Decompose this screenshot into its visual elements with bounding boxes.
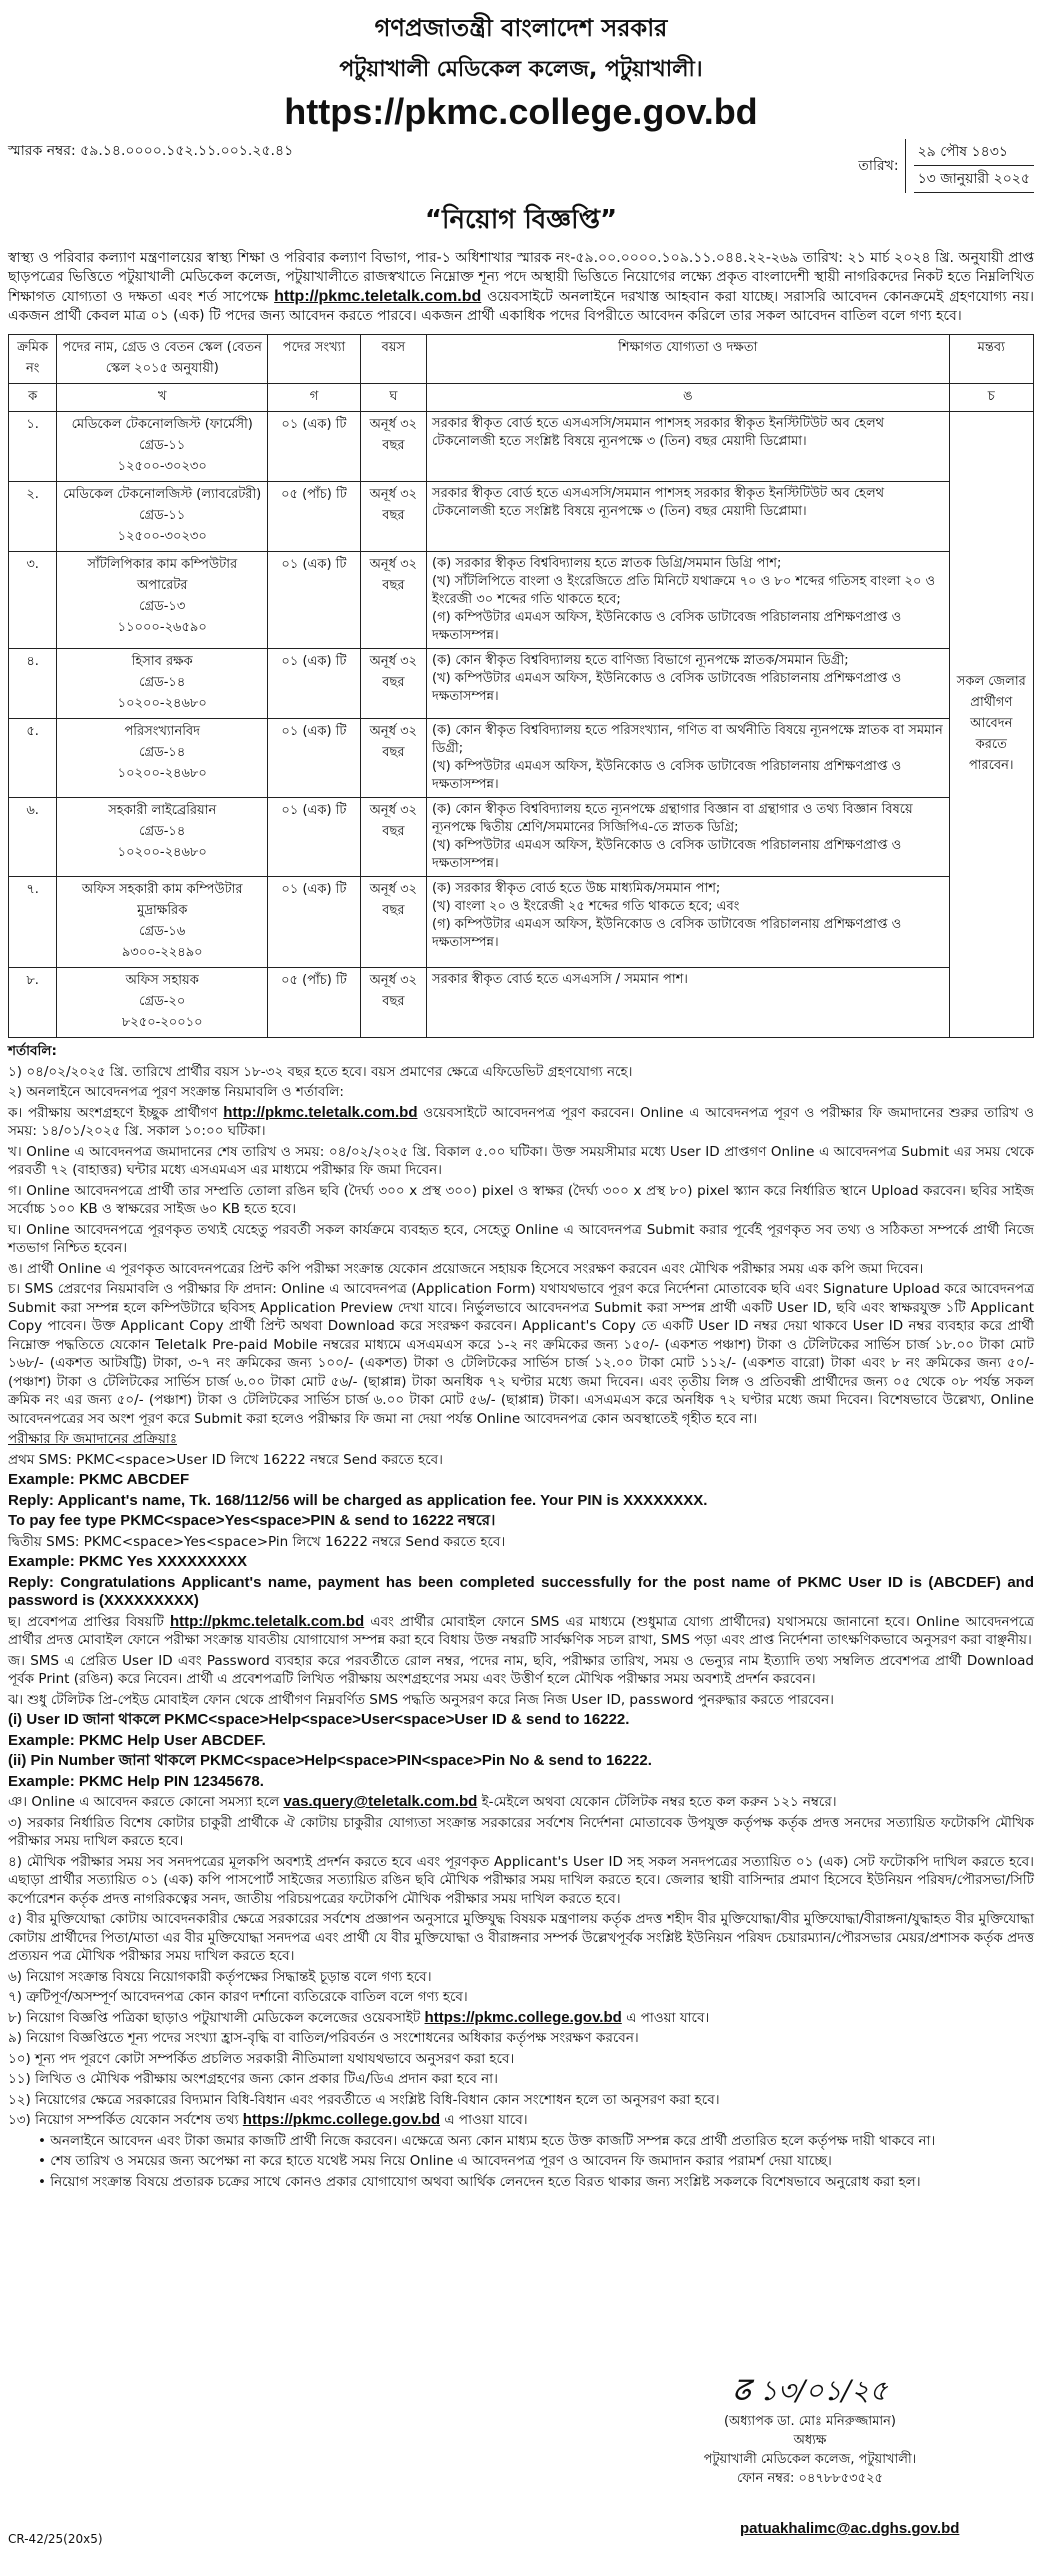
condition-2a — [8, 1104, 1034, 1141]
serial-cell: ২. — [9, 482, 57, 552]
signatory-designation: অধ্যক্ষ — [793, 2433, 827, 2448]
post-post: মেডিকেল টেকনোলজিস্ট (ফার্মেসী) — [71, 417, 253, 432]
condition-2j-text-2: ই-মেইলে অথবা যেকোন টেলিটক নম্বর হতে কল করুন ১২১ নম্বরে। — [481, 1794, 837, 1810]
qualification-cell — [427, 552, 950, 649]
post-cell — [57, 482, 268, 552]
condition-2b: খ। Online এ আবেদনপত্র জমাদানের শেষ তারিখ ও সময়: ০৪/০২/২০২৫ খ্রি. বিকাল ৫.০০ ঘটিকা। উক্ত সময়সীমার মধ্যে User ID প্রাপ্তগণ Online এ আবেদনপত্র Submit এর সময় থেকে পরবর্তী ৭২ (বাহাত্তর) ঘন্টার মধ্যে এসএমএস এর মাধ্যমে পরীক্ষার ফি জমা দিবেন। — [8, 1143, 1034, 1178]
serial-cell: ৫. — [9, 719, 57, 798]
bullet-1: • অনলাইনে আবেদন এবং টাকা জমার কাজটি প্রার্থী নিজে করবেন। এক্ষেত্রে অন্য কোন মাধ্যম হতে উক্ত কাজটি সম্পন্ন করে প্রার্থী প্রতারিত হলে কর্তৃপক্ষ দায়ী থাকবে না। — [38, 2132, 936, 2149]
college-website-link[interactable]: https://pkmc.college.gov.bd — [424, 2008, 622, 2026]
condition-2f: চ। SMS প্রেরণের নিয়মাবলি ও পরীক্ষার ফি প্রদান: Online এ আবেদনপত্র (Application Form) যথাযথভাবে পূরণ করে নির্দেশনা মোতাবেক ছবি এবং Signature Upload করে আবেদনপত্র Submit করা সম্পন্ন হলে কম্পিউটারে ছবিসহ Application Preview দেখা যাবে। নির্ভুলভাবে আবেদনপত্র Submit করা সম্পন্ন প্রার্থী একটি User ID, ছবি এবং স্বাক্ষরযুক্ত ১টি Applicant Copy পাবেন। উক্ত Applicant Copy প্রার্থী প্রিন্ট অথবা Download করে সংরক্ষণ করবেন। Applicant's Copy তে একটি User ID নম্বর দেয়া থাকবে User ID নম্বর ব্যবহার করে প্রার্থী নিম্নোক্ত পদ্ধতিতে যেকোন Teletalk Pre-paid Mobile নম্বরের মাধ্যমে এসএমএস করে ১-২ নং ক্রমিকের জন্য ১৫০/- (একশত পঞ্চাশ) টাকা ও টেলিটকের সার্ভিস চার্জ ১৮.০০ টাকা মোট ১৬৮/- (একশত আটষট্টি) টাকা, ৩-৭ নং ক্রমিকের জন্য ১০০/- (একশত) টাকা ও টেলিটকের সার্ভিস চার্জ ১২.০০ টাকা মোট ১১২/- (একশত বারো) টাকা এবং ৮ নং ক্রমিকের জন্য ৫০/- (পঞ্চাশ) টাকা ও টেলিটকের সার্ভিস চার্জ ৬.০০ টাকা মোট ৫৬/- (ছাপ্পান্ন) টাকা অনধিক ৭২ ঘণ্টার মধ্যে জমা দিবেন। এবং তৃতীয় লিঙ্গ ও প্রতিবন্ধী প্রার্থীদের জন্য ০৫ থেকে ০৮ পর্যন্ত সকল ক্রমিক নং এর জন্য ৫০/- (পঞ্চাশ) টাকা ও টেলিটকের সার্ভিস চার্জ ৬.০০ টাকা মোট ৫৬/- (ছাপ্পান্ন) টাকা। এসএমএস করে অনধিক ৭২ ঘণ্টার মধ্যে জমা দিবেন। বিশেষভাবে উল্লেখ্য, Online আবেদনপত্রের সব অংশ পূরণ করে Submit করা হলেও পরীক্ষার ফি জমা না দেয়া পর্যন্ত Online আবেদনপত্র কোন অবস্থাতেই গৃহীত হবে না। — [8, 1281, 1034, 1427]
condition-2g-text-2: এবং প্রার্থীর মোবাইল ফোনে SMS এর মাধ্যমে (শুধুমাত্র যোগ্য প্রার্থীদের) যথাসময়ে জানানো হবে। Online আবেদনপত্রে প্রার্থীর প্রদত্ত মোবাইল ফোনে পরীক্ষা সংক্রান্ত যাবতীয় যোগাযোগ সম্পন্ন করা হবে বিধায় উক্ত নম্বরটি সার্বক্ষণিক সচল রাখা, SMS পড়া এবং প্রাপ্ত নির্দেশনা তাৎক্ষণিকভাবে অনুসরণ করা বাঞ্ছনীয়। — [8, 1613, 1035, 1648]
date-label: তারিখ: — [858, 158, 899, 174]
table-row — [9, 968, 1034, 1038]
post-cell — [57, 649, 268, 719]
header-serial: ক্রমিক নং — [9, 335, 57, 384]
qualification-cell — [427, 798, 950, 877]
teletalk-link[interactable]: http://pkmc.teletalk.com.bd — [274, 288, 482, 305]
help-user-id-example: Example: PKMC Help User ABCDEF. — [8, 1731, 266, 1749]
condition-2d: ঘ। Online আবেদনপত্রে পূরণকৃত তথ্যই যেহেতু পরবর্তী সকল কার্যক্রমে ব্যবহৃত হবে, সেহেতু Online এ আবেদনপত্র Submit করার পূর্বেই পূরণকৃত সব তথ্য ও সঠিকতা সম্পর্কে প্রার্থী নিজে শতভাগ নিশ্চিত হবেন। — [8, 1221, 1034, 1256]
table-row — [9, 877, 1034, 968]
letter-cell: গ — [268, 384, 360, 412]
sms-1-example: Example: PKMC ABCDEF — [8, 1471, 190, 1488]
post-grade: গ্রেড-১৪ — [139, 824, 186, 839]
date-bangla: ২৯ পৌষ ১৪৩১ — [914, 139, 1034, 166]
notice-document — [8, 6, 1034, 2193]
post-grade: গ্রেড-১৪ — [139, 745, 186, 760]
college-website-link[interactable]: https://pkmc.college.gov.bd — [242, 2111, 441, 2128]
teletalk-link[interactable]: http://pkmc.teletalk.com.bd — [223, 1103, 418, 1121]
qualification-line: (খ) সাঁটলিপিতে বাংলা ও ইংরেজিতে প্রতি মিনিটে যথাক্রমে ৭০ ও ৮০ শব্দের গতিসহ বাংলা ২০ ও ইংরেজী ৩০ শব্দের গতি থাকতে হবে; — [432, 574, 936, 607]
conditions-heading: শর্তাবলি: — [8, 1043, 57, 1059]
serial-cell: ৩. — [9, 552, 57, 649]
qualification-line: (ক) সরকার স্বীকৃত বোর্ড হতে উচ্চ মাধ্যমিক/সমমান পাশ; — [432, 881, 721, 896]
condition-2j — [8, 1793, 1034, 1812]
condition-2g-text: ছ। প্রবেশপত্র প্রাপ্তির বিষয়টি — [8, 1613, 164, 1630]
letter-cell: ঙ — [427, 384, 950, 412]
table-row — [9, 412, 1034, 482]
intro-text: স্বাস্থ্য ও পরিবার কল্যাণ মন্ত্রণালয়ের স্বাস্থ্য শিক্ষা ও পরিবার কল্যাণ বিভাগ, পার-১ অধিশাখার স্মারক নং-৫৯.০০.০০০০.১০৯.১১.০৪৪.২২-২৬৯ তারিখ: ২১ মার্চ ২০২৪ খ্রি. অনুযায়ী প্রাপ্ত ছাড়পত্রের ভিত্তিতে পটুয়াখালী মেডিকেল কলেজ, পটুয়াখালীতে রাজস্বখাতে নিম্নোক্ত শূন্য পদে অস্থায়ী ভিত্তিতে নিয়োগের লক্ষ্যে প্রকৃত বাংলাদেশী স্থায়ী নাগরিকদের নিকট হতে নিম্নলিখিত শিক্ষাগত যোগ্যতা ও দক্ষতা এবং শর্ত সাপেক্ষে — [8, 250, 1034, 305]
qualification-line: সরকার স্বীকৃত বোর্ড হতে এসএসসি / সমমান পাশ। — [432, 972, 688, 987]
post-cell — [57, 719, 268, 798]
count-cell: ০১ (এক) টি — [268, 877, 360, 968]
signatory-name: (অধ্যাপক ডা. মোঃ মনিরুজ্জামান) — [723, 2414, 897, 2429]
condition-2j-text: ঞ। Online এ আবেদন করতে কোনো সমস্যা হলে — [8, 1794, 280, 1810]
qualification-line: (ক) সরকার স্বীকৃত বিশ্ববিদ্যালয় হতে স্নাতক ডিগ্রি/সমমান ডিগ্রি পাশ; — [432, 556, 782, 571]
support-email-link[interactable]: vas.query@teletalk.com.bd — [283, 1793, 478, 1810]
serial-cell: ৮. — [9, 968, 57, 1038]
age-cell: অনূর্ধ ৩২ বছর — [360, 968, 426, 1038]
date-box — [858, 139, 1034, 193]
post-scale: ১০২০০-২৪৬৮০ — [117, 696, 207, 711]
condition-13-text-2: এ পাওয়া যাবে। — [444, 2112, 528, 2128]
header-age: বয়স — [360, 335, 426, 384]
condition-2i: ঝ। শুধু টেলিটক প্রি-পেইড মোবাইল ফোন থেকে প্রার্থীগণ নিম্নবর্ণিত SMS পদ্ধতি অনুসরণ করে নিজ নিজ User ID, password পুনরুদ্ধার করতে পারবেন। — [8, 1691, 834, 1708]
college-website[interactable]: https://pkmc.college.gov.bd — [284, 91, 758, 132]
reference-row — [8, 139, 1034, 193]
qualification-line: (খ) বাংলা ২০ ও ইংরেজী ২৫ শব্দের গতি থাকতে হবে; এবং — [432, 899, 740, 914]
qualification-cell — [427, 482, 950, 552]
serial-cell: ৭. — [9, 877, 57, 968]
bullet-2: • শেষ তারিখ ও সময়ের জন্য অপেক্ষা না করে হাতে যথেষ্ট সময় নিয়ে Online এ আবেদনপত্র পূরণ ও আবেদন ফি জমাদান করার পরামর্শ দেয়া যাচ্ছে। — [38, 2153, 832, 2169]
qualification-cell — [427, 877, 950, 968]
condition-4: ৪) মৌখিক পরীক্ষার সময় সব সনদপত্রের মূলকপি অবশ্যই প্রদর্শন করতে হবে এবং পূরণকৃত Applicant's User ID সহ সকল সনদপত্রের সত্যায়িত ০১ (এক) সেট ফটোকপি দাখিল করতে হবে। এছাড়া প্রার্থীর সত্যায়িত ০১ (এক) কপি পাসপোর্ট সাইজের সত্যায়িত রঙিন ছবি মৌখিক পরীক্ষার সময় দাখিল করতে হবে। জেলার স্থায়ী বাসিন্দার প্রমাণ হিসেবে ইউনিয়ন পরিষদ/পৌরসভা/সিটি কর্পোরেশন কর্তৃক প্রদত্ত নাগরিকত্বের সনদ, জাতীয় পরিচয়পত্রের ফটোকপি মৌখিক পরীক্ষার সময় দাখিল করতে হবে। — [8, 1853, 1034, 1907]
table-row — [9, 482, 1034, 552]
condition-9: ৯) নিয়োগ বিজ্ঞপ্তিতে শূন্য পদের সংখ্যা হ্রাস-বৃদ্ধি বা বাতিল/পরিবর্তন ও সংশোধনের অধিকার কর্তৃপক্ষ সংরক্ষণ করবেন। — [8, 2030, 639, 2046]
sms-2-reply: Reply: Congratulations Applicant's name, payment has been completed successfully for the post name of PKMC User ID is (ABCDEF) and password is (XXXXXXXXX) — [8, 1573, 1034, 1609]
qualification-line: (গ) কম্পিউটার এমএস অফিস, ইউনিকোড ও বেসিক ডাটাবেজ পরিচালনায় প্রশিক্ষণপ্রাপ্ত ও দক্ষতাসম্পন্ন। — [432, 917, 902, 950]
count-cell: ০১ (এক) টি — [268, 719, 360, 798]
letter-cell: ক — [9, 384, 57, 412]
signatory-office: পটুয়াখালী মেডিকেল কলেজ, পটুয়াখালী। — [703, 2452, 917, 2467]
qualification-line: (ক) কোন স্বীকৃত বিশ্ববিদ্যালয় হতে বাণিজ্য বিভাগে ন্যূনপক্ষে স্নাতক/সমমান ডিগ্রী; — [432, 653, 849, 668]
vacancy-table-body — [9, 412, 1034, 1038]
qualification-line: (খ) কম্পিউটার এমএস অফিস, ইউনিকোড ও বেসিক ডাটাবেজ পরিচালনায় প্রশিক্ষণপ্রাপ্ত ও দক্ষতাসম্পন্ন। — [432, 671, 902, 704]
condition-11: ১১) লিখিত ও মৌখিক পরীক্ষায় অংশগ্রহণের জন্য কোন প্রকার টিএ/ডিএ প্রদান করা হবে না। — [8, 2071, 498, 2087]
date-english: ১৩ জানুয়ারী ২০২৫ — [914, 166, 1034, 193]
serial-cell: ৬. — [9, 798, 57, 877]
post-cell — [57, 412, 268, 482]
condition-6: ৬) নিয়োগ সংক্রান্ত বিষয়ে নিয়োগকারী কর্তৃপক্ষের সিদ্ধান্তই চূড়ান্ত বলে গণ্য হবে। — [8, 1968, 432, 1985]
help-user-id: (i) User ID জানা থাকলে PKMC<space>Help<space>User<space>User ID & send to 16222. — [8, 1711, 630, 1728]
serial-cell: ৪. — [9, 649, 57, 719]
office-email[interactable]: patuakhalimc@ac.dghs.gov.bd — [740, 2520, 960, 2537]
government-title: গণপ্রজাতন্ত্রী বাংলাদেশ সরকার — [374, 14, 668, 42]
post-post: সহকারী লাইব্রেরিয়ান — [108, 803, 217, 818]
condition-1: ১) ০৪/০২/২০২৫ খ্রি. তারিখে প্রার্থীর বয়স ১৮-৩২ বছর হতে হবে। বয়স প্রমাণের ক্ষেত্রে এফিডেভিট গ্রহণযোগ্য নহে। — [8, 1063, 633, 1080]
condition-2e: ঙ। প্রার্থী Online এ পূরণকৃত আবেদনপত্রের প্রিন্ট কপি পরীক্ষা সংক্রান্ত যেকোন প্রয়োজনে সহায়ক হিসেবে সংরক্ষণ করবেন এবং মৌখিক পরীক্ষার সময় এক কপি জমা দিবেন। — [8, 1260, 924, 1277]
post-scale: ১০২০০-২৪৬৮০ — [117, 766, 207, 781]
qualification-cell — [427, 719, 950, 798]
sms-1-fee: To pay fee type PKMC<space>Yes<space>PIN & send to 16222 নম্বরে। — [8, 1512, 496, 1529]
age-cell: অনূর্ধ ৩২ বছর — [360, 649, 426, 719]
count-cell: ০৫ (পাঁচ) টি — [268, 482, 360, 552]
post-scale: ৮২৫০-২০০১০ — [121, 1015, 203, 1030]
help-pin-example: Example: PKMC Help PIN 12345678. — [8, 1772, 264, 1790]
memo-number: স্মারক নম্বর: ৫৯.১৪.০০০০.১৫২.১১.০০১.২৫.৪১ — [8, 143, 294, 159]
signature-block — [600, 2370, 1020, 2488]
signatory-phone: ফোন নম্বর: ০৪৭৮৮৫৩৫২৫ — [737, 2471, 883, 2486]
qualification-cell — [427, 412, 950, 482]
table-row — [9, 719, 1034, 798]
intro-paragraph — [8, 249, 1034, 326]
post-post: অফিস সহায়ক — [125, 973, 199, 988]
letter-cell: খ — [57, 384, 268, 412]
qualification-line: (গ) কম্পিউটার এমএস অফিস, ইউনিকোড ও বেসিক ডাটাবেজ পরিচালনায় প্রশিক্ষণপ্রাপ্ত ও দক্ষতাসম্পন্ন। — [432, 610, 902, 643]
help-pin: (ii) Pin Number জানা থাকলে PKMC<space>Help<space>PIN<space>Pin No & send to 16222. — [8, 1752, 652, 1769]
condition-10: ১০) শূন্য পদ পূরণে কোটা সম্পর্কিত প্রচলিত সরকারী নীতিমালা যথাযথভাবে অনুসরণ করা হবে। — [8, 2050, 515, 2067]
age-cell: অনূর্ধ ৩২ বছর — [360, 552, 426, 649]
condition-13 — [8, 2111, 1034, 2130]
age-cell: অনূর্ধ ৩২ বছর — [360, 482, 426, 552]
table-letter-row — [9, 384, 1034, 412]
count-cell: ০১ (এক) টি — [268, 552, 360, 649]
qualification-line: সরকার স্বীকৃত বোর্ড হতে এসএসসি/সমমান পাশসহ সরকার স্বীকৃত ইনস্টিটিউট অব হেলথ টেকনোলজী হতে সংশ্লিষ্ট বিষয়ে ন্যূনপক্ষে ৩ (তিন) বছর মেয়াদী ডিপ্লোমা। — [432, 416, 885, 449]
qualification-cell — [427, 968, 950, 1038]
sms-1: প্রথম SMS: PKMC<space>User ID লিখে 16222 নম্বরে Send করতে হবে। — [8, 1451, 444, 1468]
print-code: CR-42/25(20x5) — [8, 2532, 103, 2546]
condition-8-text-2: এ পাওয়া যাবে। — [626, 2009, 710, 2026]
sms-2-example: Example: PKMC Yes XXXXXXXXX — [8, 1553, 247, 1570]
notice-title: “নিয়োগ বিজ্ঞপ্তি” — [424, 205, 618, 235]
post-grade: গ্রেড-১৪ — [139, 675, 186, 690]
qualification-line: সরকার স্বীকৃত বোর্ড হতে এসএসসি/সমমান পাশসহ সরকার স্বীকৃত ইনস্টিটিউট অব হেলথ টেকনোলজী হতে সংশ্লিষ্ট বিষয়ে ন্যূনপক্ষে ৩ (তিন) বছর মেয়াদী ডিপ্লোমা। — [432, 486, 885, 519]
remark-cell: সকল জেলার প্রার্থীগণ আবেদন করতে পারবেন। — [949, 412, 1033, 1038]
teletalk-link[interactable]: http://pkmc.teletalk.com.bd — [169, 1612, 365, 1630]
post-post: অফিস সহকারী কাম কম্পিউটার মুদ্রাক্ষরিক — [81, 882, 243, 918]
sms-2: দ্বিতীয় SMS: PKMC<space>Yes<space>Pin লিখে 16222 নম্বরে Send করতে হবে। — [8, 1533, 506, 1550]
fee-heading: পরীক্ষার ফি জমাদানের প্রক্রিয়াঃ — [8, 1431, 178, 1447]
intro-text-2: ওয়েবসাইটে অনলাইনে দরখাস্ত আহবান করা যাচ্ছে। সরাসরি আবেদন কোনক্রমেই গ্রহণযোগ্য নয়। একজন প্রার্থী কেবল মাত্র ০১ (এক) টি পদের জন্য আবেদন করতে পারবে। একজন প্রার্থী একাধিক পদের বিপরীতে আবেদন করিলে তার সকল আবেদন বাতিল বলে গণ্য হবে। — [8, 289, 1034, 324]
count-cell: ০৫ (পাঁচ) টি — [268, 968, 360, 1038]
table-row — [9, 649, 1034, 719]
signature-mark: ᘔ ১৩/০১/২৫ — [732, 2374, 888, 2407]
header-qualification: শিক্ষাগত যোগ্যতা ও দক্ষতা — [427, 335, 950, 384]
post-cell — [57, 798, 268, 877]
condition-3: ৩) সরকার নির্ধারিত বিশেষ কোটার চাকুরী প্রার্থীকে ঐ কোটায় চাকুরীর যোগ্যতা সংক্রান্ত সরকারের সর্বশেষ নির্দেশনা মোতাবেক উপযুক্ত কর্তৃপক্ষ কর্তৃক প্রদত্ত সনদের সত্যায়িত ফটোকপি মৌখিক পরীক্ষার সময় দাখিল করতে হবে। — [8, 1814, 1034, 1849]
table-row — [9, 552, 1034, 649]
post-grade: গ্রেড-১১ — [139, 438, 186, 453]
condition-2g — [8, 1613, 1034, 1650]
qualification-line: (ক) কোন স্বীকৃত বিশ্ববিদ্যালয় হতে ন্যূনপক্ষে গ্রন্থাগার বিজ্ঞান বা গ্রন্থাগার ও তথ্য বিজ্ঞান বিষয়ে ন্যূনপক্ষে দ্বিতীয় শ্রেণি/সমমানের সিজিপিএ-তে স্নাতক ডিগ্রি; — [432, 802, 913, 835]
condition-2h: জ। SMS এ প্রেরিত User ID এবং Password ব্যবহার করে পরবর্তীতে রোল নম্বর, পদের নাম, ছবি, পরীক্ষার তারিখ, সময় ও ভেন্যুর নাম ইত্যাদি তথ্য সম্বলিত প্রবেশপত্র প্রার্থী Download পূর্বক Print (রঙিন) করে নিবেন। প্রার্থী এ প্রবেশপত্রটি লিখিত পরীক্ষায় অংশগ্রহণের সময় এবং উত্তীর্ণ হলে মৌখিক পরীক্ষার সময় অবশ্যই প্রদর্শন করবেন। — [8, 1652, 1034, 1687]
post-scale: ৯৩০০-২২৪৯০ — [121, 945, 203, 960]
post-cell — [57, 552, 268, 649]
condition-8-text: ৮) নিয়োগ বিজ্ঞপ্তি পত্রিকা ছাড়াও পটুয়াখালী মেডিকেল কলেজের ওয়েবসাইট — [8, 2009, 421, 2026]
qualification-line: (খ) কম্পিউটার এমএস অফিস, ইউনিকোড ও বেসিক ডাটাবেজ পরিচালনায় প্রশিক্ষণপ্রাপ্ত ও দক্ষতাসম্পন্ন। — [432, 838, 902, 871]
qualification-cell — [427, 649, 950, 719]
post-scale: ১১০০০-২৬৫৯০ — [117, 620, 207, 635]
condition-7: ৭) ত্রুটিপূর্ণ/অসম্পূর্ণ আবেদনপত্র কোন কারণ দর্শানো ব্যতিরেকে বাতিল বলে গণ্য হবে। — [8, 1989, 468, 2005]
post-post: হিসাব রক্ষক — [131, 654, 193, 669]
post-grade: গ্রেড-২০ — [139, 994, 186, 1009]
count-cell: ০১ (এক) টি — [268, 412, 360, 482]
age-cell: অনূর্ধ ৩২ বছর — [360, 719, 426, 798]
post-grade: গ্রেড-১৬ — [139, 924, 186, 939]
condition-2a-text-2: ওয়েবসাইটে আবেদনপত্র পূরণ করবেন। Online এ আবেদনপত্র পূরণ ও পরীক্ষার ফি জমাদানের শুরুর তারিখ ও সময়: ১৪/০১/২০২৫ খ্রি. সকাল ১০:০০ ঘটিকা। — [8, 1104, 1035, 1139]
sms-1-reply: Reply: Applicant's name, Tk. 168/112/56 will be charged as application fee. Your PIN is XXXXXXXX. — [8, 1491, 708, 1509]
post-grade: গ্রেড-১১ — [139, 508, 186, 523]
count-cell: ০১ (এক) টি — [268, 798, 360, 877]
college-name: পটুয়াখালী মেডিকেল কলেজ, পটুয়াখালী। — [339, 57, 703, 82]
post-grade: গ্রেড-১৩ — [139, 599, 186, 614]
condition-2a-text: ক। পরীক্ষায় অংশগ্রহণে ইচ্ছুক প্রার্থীগণ — [8, 1104, 218, 1121]
post-scale: ১২৫০০-৩০২৩০ — [117, 529, 207, 544]
post-cell — [57, 968, 268, 1038]
condition-2c: গ। Online আবেদনপত্রে প্রার্থী তার সম্প্রতি তোলা রঙিন ছবি (দৈর্ঘ্য ৩০০ x প্রস্থ ৩০০) pixel ও স্বাক্ষর (দৈর্ঘ্য ৩০০ x প্রস্থ ৮০) pixel স্ক্যান করে নির্ধারিত স্থানে Upload করবেন। ছবির সাইজ সর্বোচ্চ ১০০ KB ও স্বাক্ষরের সাইজ ৬০ KB হতে হবে। — [8, 1182, 1034, 1217]
condition-12: ১২) নিয়োগের ক্ষেত্রে সরকারের বিদ্যমান বিধি-বিধান এবং পরবর্তীতে এ সংশ্লিষ্ট বিধি-বিধান কোন সংশোধন হলে তা অনুসরণ করা হবে। — [8, 2091, 720, 2108]
bullet-3: • নিয়োগ সংক্রান্ত বিষয়ে প্রতারক চক্রের সাথে কোনও প্রকার যোগাযোগ অথবা আর্থিক লেনদেন হতে বিরত থাকার জন্য সংশ্লিষ্ট সকলকে বিশেষভাবে অনুরোধ করা হল। — [38, 2173, 921, 2190]
header-post: পদের নাম, গ্রেড ও বেতন স্কেল (বেতন স্কেল ২০১৫ অনুযায়ী) — [57, 335, 268, 384]
table-row — [9, 798, 1034, 877]
header-count: পদের সংখ্যা — [268, 335, 360, 384]
condition-5: ৫) বীর মুক্তিযোদ্ধা কোটায় আবেদনকারীর ক্ষেত্রে সরকারের সর্বশেষ প্রজ্ঞাপন অনুসারে মুক্তিযুদ্ধ বিষয়ক মন্ত্রণালয় কর্তৃক প্রদত্ত শহীদ বীর মুক্তিযোদ্ধা/বীর মুক্তিযোদ্ধা/বীরাঙ্গনা/যুদ্ধাহত বীর মুক্তিযোদ্ধা কোটায় প্রার্থীদের পিতা/মাতা এর বীর মুক্তিযোদ্ধা সনদপত্র এবং প্রার্থী যে বীর মুক্তিযোদ্ধা ও বীরাঙ্গনার সম্পর্ক উল্লেখপূর্বক সংশ্লিষ্ট ইউনিয়ন পরিষদ চেয়ারম্যান/পৌরসভার মেয়র/প্রশাসক কর্তৃক প্রদত্ত প্রত্যয়ন পত্র মৌখিক পরীক্ষার সময় দাখিল করতে হবে। — [8, 1911, 1034, 1964]
age-cell: অনূর্ধ ৩২ বছর — [360, 798, 426, 877]
vacancy-table — [8, 334, 1034, 1038]
table-header-row — [9, 335, 1034, 384]
qualification-line: (ক) কোন স্বীকৃত বিশ্ববিদ্যালয় হতে পরিসংখ্যান, গণিত বা অর্থনীতি বিষয়ে ন্যূনপক্ষে স্নাতক বা সমমান ডিগ্রী; — [432, 723, 943, 756]
post-scale: ১২৫০০-৩০২৩০ — [117, 459, 207, 474]
header-remark: মন্তব্য — [949, 335, 1033, 384]
condition-13-text: ১৩) নিয়োগ সম্পর্কিত যেকোন সর্বশেষ তথ্য — [8, 2112, 239, 2128]
letter-cell: ঘ — [360, 384, 426, 412]
post-post: পরিসংখ্যানবিদ — [124, 724, 200, 739]
age-cell: অনূর্ধ ৩২ বছর — [360, 877, 426, 968]
conditions-section — [8, 1042, 1034, 2191]
date-lines — [905, 139, 1034, 193]
condition-2: ২) অনলাইনে আবেদনপত্র পূরণ সংক্রান্ত নিয়মাবলি ও শর্তাবলি: — [8, 1084, 344, 1100]
post-cell — [57, 877, 268, 968]
post-scale: ১০২০০-২৪৬৮০ — [117, 845, 207, 860]
age-cell: অনূর্ধ ৩২ বছর — [360, 412, 426, 482]
post-post: সাঁটলিপিকার কাম কম্পিউটার অপারেটর — [87, 557, 238, 593]
post-post: মেডিকেল টেকনোলজিস্ট (ল্যাবরেটরী) — [63, 487, 262, 502]
qualification-line: (খ) কম্পিউটার এমএস অফিস, ইউনিকোড ও বেসিক ডাটাবেজ পরিচালনায় প্রশিক্ষণপ্রাপ্ত ও দক্ষতাসম্পন্ন। — [432, 759, 902, 792]
condition-8 — [8, 2009, 1034, 2028]
serial-cell: ১. — [9, 412, 57, 482]
letter-cell: চ — [949, 384, 1033, 412]
count-cell: ০১ (এক) টি — [268, 649, 360, 719]
